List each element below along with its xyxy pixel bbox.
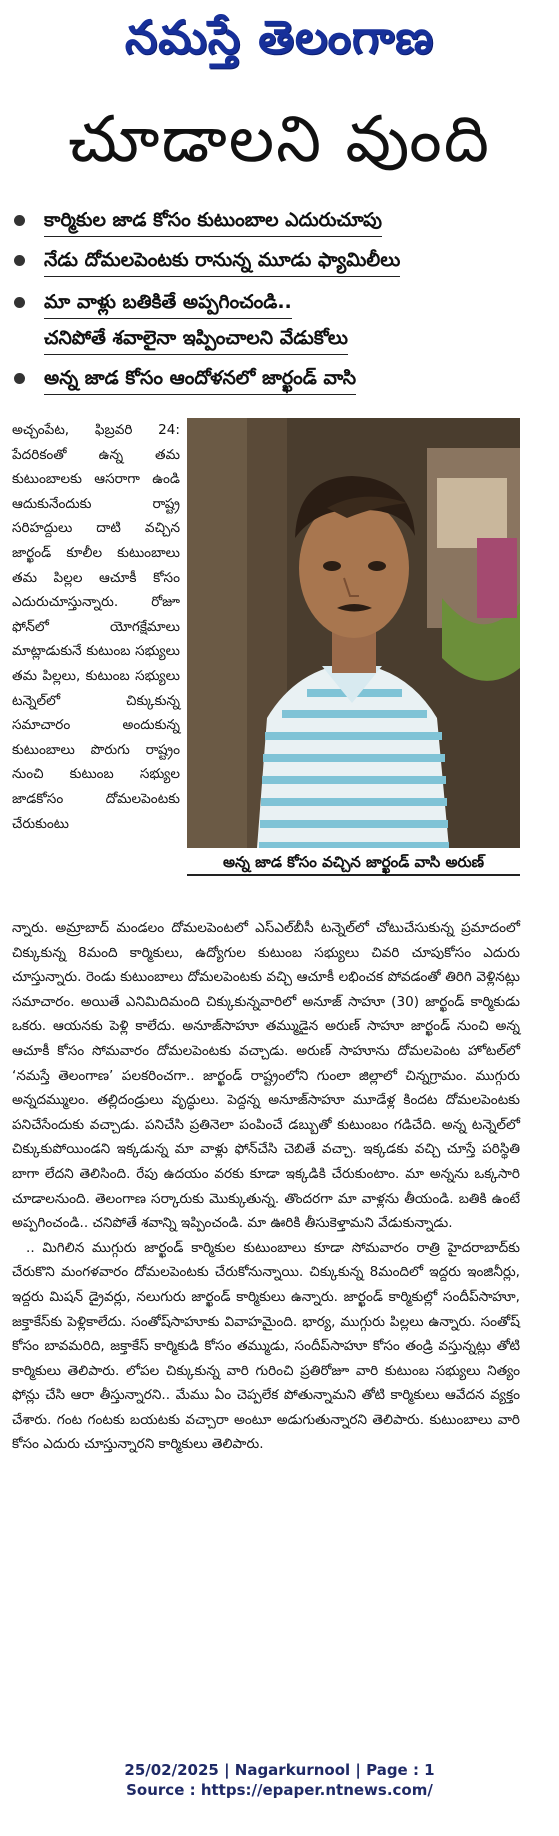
photo-caption: అన్న జాడ కోసం వచ్చిన జార్ఖండ్ వాసి అరుణ్ <box>187 850 520 876</box>
masthead-title: నమస్తే తెలంగాణ <box>124 10 435 64</box>
article-paragraph: .. మిగిలిన ముగ్గురు జార్ఖండ్ కార్మికుల కుటుంబాలు కూడా సోమవారం రాత్రి హైదరాబాద్‌కు చేరుకొని మంగళవారం దోమలపెంటకు చేరుకోనున్నాయి. చిక్కుకున్న 8మందిలో ఇద్దరు ఇంజినీర్లు, ఇద్దరు మిషన్ డ్రైవర్లు, నలుగురు జార్ఖండ్ కార్మికులు ఉన్నారు. జార్ఖండ్ కార్మికుల్లో సందీప్‌సాహూ, జక్తాకేస్‌కు పెళ్లికాలేదు. సంతోష్‌సాహూకు వివాహమైంది. భార్య, ముగ్గురు పిల్లలు ఉన్నారు. సంతోష్ కోసం బావమరిది, జక్తాకేస్ కార్మికుడి కోసం తమ్ముడు, సందీప్‌సాహూ కోసం తండ్రి వస్తున్నట్లు తోటి కార్మికులు తెలిపారు. లోపల చిక్కుకున్న వారి గురించి ప్రతిరోజూ వారి కుటుంబ సభ్యులు నిత్యం ఫోన్లు చేసి ఆరా తీస్తున్నారని.. మేము ఏం చెప్పలేక పోతున్నామని తోటి కార్మికులు ఆవేదన వ్యక్తం చేశారు. గంట గంటకు బయటకు వచ్చారా అంటూ అడుగుతున్నారని తెలిపారు. కుటుంబాలు వారి కోసం ఎదురు చూస్తున్నారని కార్మికులు తెలిపారు. <box>12 1239 520 1453</box>
bullet-dot-icon <box>14 297 25 308</box>
article-paragraph: న్నారు. అమ్రాబాద్ మండలం దోమలపెంటలో ఎస్ఎల్‌బీసీ టన్నెల్‌లో చోటుచేసుకున్న ప్రమాదంలో చిక్కుకున్న 8మంది కార్మికులు, ఉద్యోగుల కుటుంబ సభ్యులు చివరి చూపుకోసం ఎదురు చూస్తున్నారు. రెండు కుటుంబాలు దోమలపెంటకు వచ్చి ఆచూకీ లభించక పోవడంతో తిరిగి వెళ్లినట్లు సమాచారం. అయితే ఎనిమిదిమంది చిక్కుకున్నవారిలో అనూజ్ సాహూ (30) జార్ఖండ్ కార్మికుడు ఒకరు. ఆయనకు పెళ్లి కాలేదు. అనూజ్‌సాహూ తమ్ముడైన అరుణ్ సాహూ జార్ఖండ్ నుంచి అన్న ఆచూకీ కోసం సోమవారం దోమలపెంటకు వచ్చాడు. అరుణ్ సాహూను దోమలపెంట హోటల్‌లో ‘నమస్తే తెలంగాణ’ పలకరించగా.. జార్ఖండ్ రాష్ట్రంలోని గుంలా జిల్లాలో చిన్నగ్రామం. ముగ్గురు అన్నదమ్ములం. తల్లిదండ్రులు వృద్ధులు. పెద్దన్న అనూజ్‌సాహూ మూడేళ్ల కిందట దోమలపెంటకు పనిచేసేందుకు వచ్చాడు. పనిచేసి ప్రతినెలా పంపించే డబ్బుతో కుటుంబం గడిచేది. అన్న టన్నెల్‌లో చిక్కుకుపోయిండని ఇక్కడున్న మా వాళ్లు ఫోన్‌చేసి చెబితే వచ్చా. ఇక్కడకు వచ్చి చూస్తే పరిస్థితి బాగా లేదని తెలిసింది. రేపు ఉదయం వరకు కూడా ఇక్కడికి చేరుకుంటాం. మా అన్నను ఒక్కసారి చూడాలనుంది. తెలంగాణ సర్కారుకు మొక్కుతున్న. తొందరగా మా వాళ్లను తీయండి. బతికి ఉంటే అప్పగించండి.. చనిపోతే శవాన్ని ఇప్పించండి. మా ఊరికి తీసుకెళ్తామని వేడుకున్నాడు. <box>12 920 520 1232</box>
article-body <box>12 916 520 1457</box>
footer-source: Source : https://epaper.ntnews.com/ <box>126 1781 433 1799</box>
bullet-dot-icon <box>14 255 25 266</box>
masthead <box>0 4 559 70</box>
footer-edition-info: 25/02/2025 | Nagarkurnool | Page : 1 <box>124 1761 435 1779</box>
page-headline: చూడాలని వుంది <box>68 103 491 177</box>
bullet-item: కార్మికుల జాడ కోసం కుటుంబాల ఎదురుచూపు <box>10 206 382 237</box>
page-footer <box>0 1760 559 1800</box>
bullet-dot-icon <box>14 215 25 226</box>
article-lead-column: అచ్చంపేట, ఫిబ్రవరి 24: పేదరికంతో ఉన్న తమ కుటుంబాలకు ఆసరాగా ఉండి ఆదుకునేందుకు రాష్ట్ర సరిహద్దులు దాటి వచ్చిన జార్ఖండ్ కూలీల కుటుంబాలు తమ పిల్లల ఆచూకీ కోసం ఎదురుచూస్తున్నారు. రోజూ ఫోన్‌లో యోగక్షేమాలు మాట్లాడుకునే కుటుంబ సభ్యులు తమ పిల్లలు, కుటుంబ సభ్యులు టన్నెల్‌లో చిక్కుకున్న సమాచారం అందుకున్న కుటుంబాలు పొరుగు రాష్ట్రం నుంచి కుటుంబ సభ్యుల జాడకోసం దోమలపెంటకు చేరుకుంటు <box>12 422 180 832</box>
bullet-item-continuation: చనిపోతే శవాలైనా ఇప్పించాలని వేడుకోలు <box>10 324 348 355</box>
bullet-item: నేడు దోమలపెంటకు రానున్న మూడు ఫ్యామిలీలు <box>10 246 400 277</box>
bullet-dot-icon <box>14 373 25 384</box>
portrait-illustration <box>187 418 520 848</box>
bullet-item: మా వాళ్లు బతికితే అప్పగించండి.. <box>10 288 292 319</box>
bullet-item: అన్న జాడ కోసం ఆందోళనలో జార్ఖండ్ వాసి <box>10 364 356 395</box>
news-photo <box>187 418 520 848</box>
